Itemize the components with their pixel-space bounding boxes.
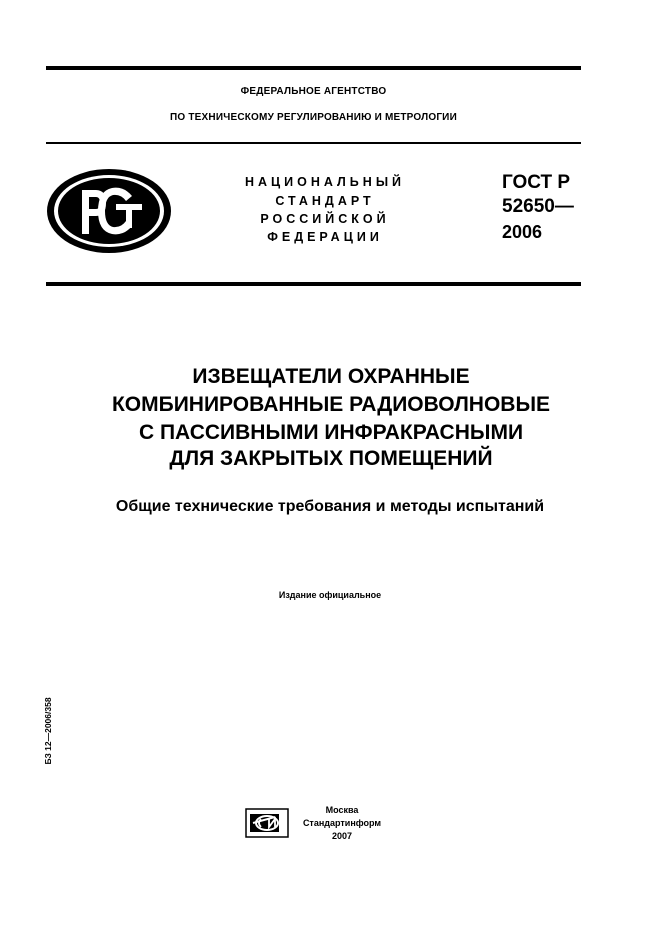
standard-type-line-4: ФЕДЕРАЦИИ [267,230,383,244]
title-line-1: ИЗВЕЩАТЕЛИ ОХРАННЫЕ [192,365,470,388]
publisher-name: Стандартинформ [302,818,382,828]
designation-number: 52650— [502,196,574,217]
header-divider [46,142,581,144]
title-line-3: С ПАССИВНЫМИ ИНФРАКРАСНЫМИ [138,421,524,444]
side-code: БЗ 12—2006/358 [43,697,53,765]
edition-note: Издание официальное [278,590,382,600]
publisher-city: Москва [325,805,359,815]
designation-prefix: ГОСТ Р [502,172,571,193]
publication-year: 2007 [331,831,353,841]
standard-type-line-1: НАЦИОНАЛЬНЫЙ [244,175,406,189]
designation-year: 2006 [502,222,543,242]
gost-r-conformity-mark-icon [44,166,174,256]
top-divider [46,66,581,70]
agency-name-line-2: ПО ТЕХНИЧЕСКОМУ РЕГУЛИРОВАНИЮ И МЕТРОЛОГИИ [170,112,457,123]
standartinform-logo-icon [245,808,289,838]
title-divider [46,282,581,286]
agency-name-line-1: ФЕДЕРАЛЬНОЕ АГЕНТСТВО [240,86,387,97]
document-subtitle: Общие технические требования и методы испытаний [115,498,545,515]
standard-type-line-2: СТАНДАРТ [275,194,375,208]
title-line-4: ДЛЯ ЗАКРЫТЫХ ПОМЕЩЕНИЙ [169,447,493,470]
title-line-2: КОМБИНИРОВАННЫЕ РАДИОВОЛНОВЫЕ [111,393,551,416]
standard-type-line-3: РОССИЙСКОЙ [260,212,390,226]
